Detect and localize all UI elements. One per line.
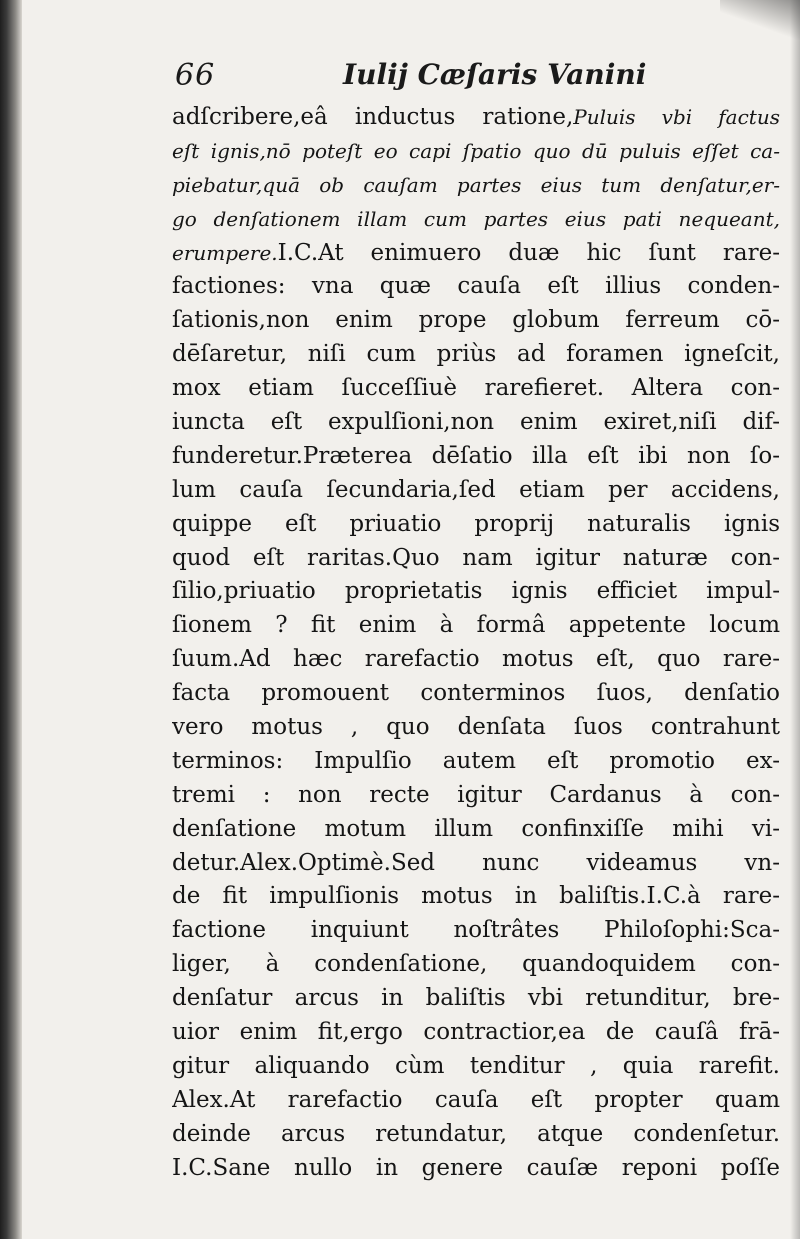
text-line-roman: dēſaretur, niſi cum priùs ad foramen igneſcit,: [172, 341, 780, 368]
text-line-roman: vero motus , quo denſata ſuos contrahunt: [172, 714, 780, 741]
text-line: [172, 101, 780, 135]
text-line-roman: quod eſt raritas.Quo nam igitur naturæ con-: [172, 544, 780, 571]
text-line-italic: go denſationem illam cum partes eius pati nequeant,: [172, 206, 780, 231]
text-line: [172, 440, 780, 474]
text-line: [172, 1084, 780, 1118]
text-line: [172, 372, 780, 406]
text-line-roman: uior enim fit,ergo contractior,ea de cauſâ frā-: [172, 1019, 780, 1046]
text-line: [172, 135, 780, 169]
text-line-roman: factiones: vna quæ cauſa eſt illius conden-: [172, 273, 780, 300]
text-line: [172, 914, 780, 948]
text-line-roman: ſuum.Ad hæc rarefactio motus eſt, quo rare-: [172, 646, 780, 673]
text-line-roman: quippe eſt priuatio proprij naturalis ignis: [172, 510, 780, 537]
text-line-roman: gitur aliquando cùm tenditur , quia rarefit.: [172, 1052, 780, 1079]
text-line-roman: funderetur.Præterea dēſatio illa eſt ibi non ſo-: [172, 442, 780, 469]
page-number: 66: [175, 58, 216, 93]
text-line-roman: terminos: Impulſio autem eſt promotio ex-: [172, 747, 780, 774]
text-line-roman: ſionem ? fit enim à formâ appetente locum: [172, 612, 780, 639]
text-line: [172, 813, 780, 847]
text-line-roman: mox etiam ſucceſſiuè rarefieret. Altera con-: [172, 375, 780, 402]
text-line: [172, 338, 780, 372]
text-line-roman: deinde arcus retundatur, atque condenſetur.: [172, 1120, 780, 1147]
book-spine-shadow: [0, 0, 22, 1239]
text-line-roman: tremi : non recte igitur Cardanus à con-: [172, 781, 780, 808]
text-line: [172, 575, 780, 609]
text-line-roman: liger, à condenſatione, quandoquidem con-: [172, 951, 780, 978]
text-line: [172, 745, 780, 779]
text-line-roman: ſilio,priuatio proprietatis ignis efficiet impul-: [172, 578, 780, 605]
text-line-roman: factione inquiunt noſtrâtes Philoſophi:Sca-: [172, 917, 780, 944]
text-line-roman: lum cauſa ſecundaria,ſed etiam per accidens,: [172, 476, 780, 503]
text-line-roman: Alex.At rarefactio cauſa eſt propter quam: [172, 1086, 780, 1113]
text-line: [172, 677, 780, 711]
text-line-roman: denſatione motum illum confinxiſſe mihi vi-: [172, 815, 780, 842]
text-line: [172, 1016, 780, 1050]
text-line: [172, 542, 780, 576]
right-edge-shadow: [790, 0, 800, 1239]
text-line: [172, 779, 780, 813]
text-line-roman: denſatur arcus in baliſtis vbi retunditur, bre-: [172, 985, 780, 1012]
text-line: [172, 1152, 780, 1186]
text-line: [172, 474, 780, 508]
text-line: [172, 508, 780, 542]
text-line: [172, 880, 780, 914]
text-line: [172, 948, 780, 982]
text-line-roman: iuncta eſt expulſioni,non enim exiret,niſi dif-: [172, 409, 780, 436]
text-line-roman: ſationis,non enim prope globum ferreum cō-: [172, 307, 780, 334]
text-line-italic: eſt ignis,nō poteſt eo capi ſpatio quo dū puluis eſſet ca-: [172, 138, 780, 163]
text-line-italic: erumpere.: [172, 240, 278, 265]
text-line-roman: de fit impulſionis motus in baliſtis.I.C.à rare-: [172, 883, 780, 910]
text-line-roman: detur.Alex.Optimè.Sed nunc videamus vn-: [172, 849, 780, 876]
text-line: [172, 847, 780, 881]
corner-shadow: [720, 0, 800, 40]
running-head: Iulij Cæſaris Vanini: [343, 58, 647, 91]
text-line: [172, 270, 780, 304]
page-header: [175, 58, 645, 100]
text-line-italic: piebatur,quā ob cauſam partes eius tum denſatur,er-: [172, 172, 780, 197]
text-line: [172, 711, 780, 745]
text-line: [172, 203, 780, 237]
text-line: [172, 1118, 780, 1152]
text-line: [172, 237, 780, 271]
text-line: [172, 304, 780, 338]
text-line-roman: I.C.Sane nullo in genere cauſæ reponi poſſe: [172, 1154, 780, 1181]
text-line-italic: Puluis vbi factus: [573, 105, 780, 129]
text-line-roman: facta promouent conterminos ſuos, denſatio: [172, 680, 780, 707]
text-line-roman: adſcribere,eâ inductus ratione,: [172, 104, 574, 130]
text-line: [172, 982, 780, 1016]
text-line: [172, 406, 780, 440]
text-line: [172, 643, 780, 677]
body-text: [172, 101, 780, 1186]
text-line: [172, 1050, 780, 1084]
text-line-roman: I.C.At enimuero duæ hic ſunt rare-: [277, 239, 780, 266]
text-line: [172, 169, 780, 203]
text-line: [172, 609, 780, 643]
